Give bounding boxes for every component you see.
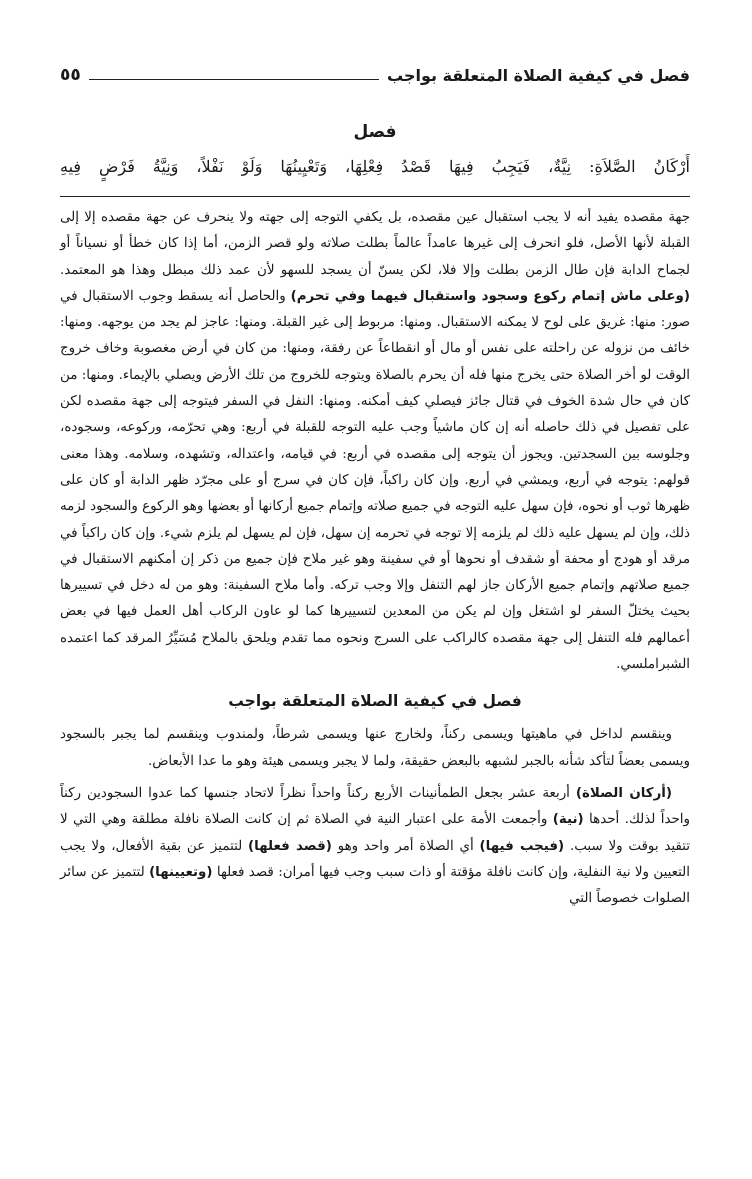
quote-intention: (نية) <box>552 812 584 828</box>
header-rule <box>89 79 379 80</box>
text-pillars-3: أي الصلاة أمر واحد وهو <box>337 838 474 854</box>
quote-obligatory: (فيجب فيها) <box>479 838 565 854</box>
matn-text: أَرْكَانُ الصَّلاَةِ: نِيَّةٌ، فَيَجِبُ فِيهَا قَصْدُ فِعْلِهَا، وَتَعْيِينُهَا وَلَوْ نَفْلاً، وَنِيَّةُ فَرْضٍ فِيهِ <box>60 157 690 176</box>
quote-pillars: (أركان الصلاة) <box>575 785 672 801</box>
chapter-heading: فصل في كيفية الصلاة المتعلقة بواجب <box>228 692 522 711</box>
quote-specification: (وتعيينها) <box>149 864 213 880</box>
matn-divider <box>60 196 690 197</box>
text-pillars-2: وأجمعت الأمة على اعتبار النية في الصلاة ثم إن كانت الصلاة نافلة مطلقة وهي التي لا تتقيد بوقت ولا سبب. <box>60 812 690 854</box>
quote-intent-act: (قصد فعلها) <box>248 838 332 854</box>
running-header <box>60 62 690 88</box>
commentary-bold-quote: (وعلى ماش إتمام ركوع وسجود واستقبال فيهما وفي تحرم) <box>290 288 691 304</box>
text-pillars-5: لتتميز عن سائر الصلوات خصوصاً التي <box>60 864 690 907</box>
text-pillars-1: أربعة عشر بجعل الطمأنينات الأربع ركناً واحداً نظراً لاتحاد جنسها كما عدوا السجودين ركناً واحداً لذلك. أحدها <box>60 785 690 828</box>
page-number: ٥٥ <box>60 65 81 85</box>
section-heading: فصل <box>353 122 397 142</box>
running-title: فصل في كيفية الصلاة المتعلقة بواجب <box>387 65 690 85</box>
chapter-intro-paragraph: وينقسم لداخل في ماهيتها ويسمى ركناً، ولخارج عنها ويسمى شرطاً، ولمندوب وينقسم لما يجبر بالسجود ويسمى بعضاً لتأكد شأنه بالجبر لشبهه بالبعض حقيقة، ولما لا يجبر ويسمى هيئة وهو ما عدا الأبعاض. <box>60 727 690 769</box>
text-pillars-4: لتتميز عن بقية الأفعال، ولا يجب التعيين ولا نية النفلية، وإن كانت نافلة مؤقتة أو ذات سبب وجب فيها أمران: قصد فعلها <box>60 838 690 880</box>
commentary-text-1: جهة مقصده يفيد أنه لا يجب استقبال عين مقصده، بل يكفي التوجه إلى جهته ولا ينحرف عن جهة مقصده إلا إلى القبلة لأنها الأصل، فلو انحرف إلى غيرها عامداً عالماً بطلت صلاته ولو قصر الزمن، أما إذا كان خطأ أو نسياناً أو لجماح الدابة فإن طال الزمن بطلت وإلا فلا، لكن يسنّ أن يسجد للسهو لأن عمد ذلك مبطل وهذا هو المعتمد. <box>60 210 690 278</box>
commentary-text-2: والحاصل أنه يسقط وجوب الاستقبال في صور: منها: غريق على لوح لا يمكنه الاستقبال. ومنها: مربوط إلى غير القبلة. ومنها: عاجز لم يجد من يوجهه. ومنها: خائف من نزوله عن راحلته على نفس أو مال أو انقطاعاً عن رفقة، ومنها: من كان في أرض مغصوبة وخاف خروج الوقت لو أخر الصلاة حتى يخرج منها فله أن يحرم بالصلاة ويتوجه للخروج من تلك الأرض ويصلي بالإيماء. ومنها: من كان في حال شدة الخوف في قتال جائز فيصلي كيف أمكنه. ومنها: النفل في السفر فيتوجه إلى جهة مقصده لكن على تفصيل في ذلك حاصله أنه إن كان ماشياً وجب عليه التوجه للقبلة في أربع: وهي تحرّمه، وركوعه، وسجوده، وجلوسه بين السجدتين. ويجوز أن يتوجه إلى مقصده في أربع: في قيامه، واعتداله، وتشهده، وسلامه. وهذا معنى قولهم: يتوجه في أربع، ويمشي في أربع. وإن كان راكباً، فإن كان في سرج أو على مجرّد ظهر الدابة أو كان على ظهرها ثوب أو نحوه، فإن سهل عليه التوجه في جميع صلاته وإتمام جميع أركانها أو بعضها وهو الركوع والسجود لزمه ذلك، وإن لم يسهل عليه ذلك لم يلزمه إلا توجه في تحرمه إن سهل، فإن لم يسهل لم يلزم شيء. وإن كان راكباً في مرقد أو هودج أو محفة أو شقدف أو نحوها أو في سفينة وهو غير ملاح فإن جميع من ذكر إن أمكنهم الاستقبال في جميع صلاتهم وإتمام جميع الأركان جاز لهم التنفل وإلا وجب تركه. وأما ملاح السفينة: وهو من له دخل في تسييرها بحيث يختلّ السفر لو اشتغل وإن لم يكن من المعدين لتسييرها كما لو عاون الركاب أهل العمل فيها في بعض أعمالهم فله التنفل إلى جهة مقصده كالراكب على السرج ونحوه مما تقدم ويلحق بالملاح مُسَيِّرُ المرقد كما اعتمده الشبراملسي. <box>60 288 691 673</box>
commentary-paragraph <box>60 205 690 678</box>
pillars-paragraph <box>60 781 690 912</box>
